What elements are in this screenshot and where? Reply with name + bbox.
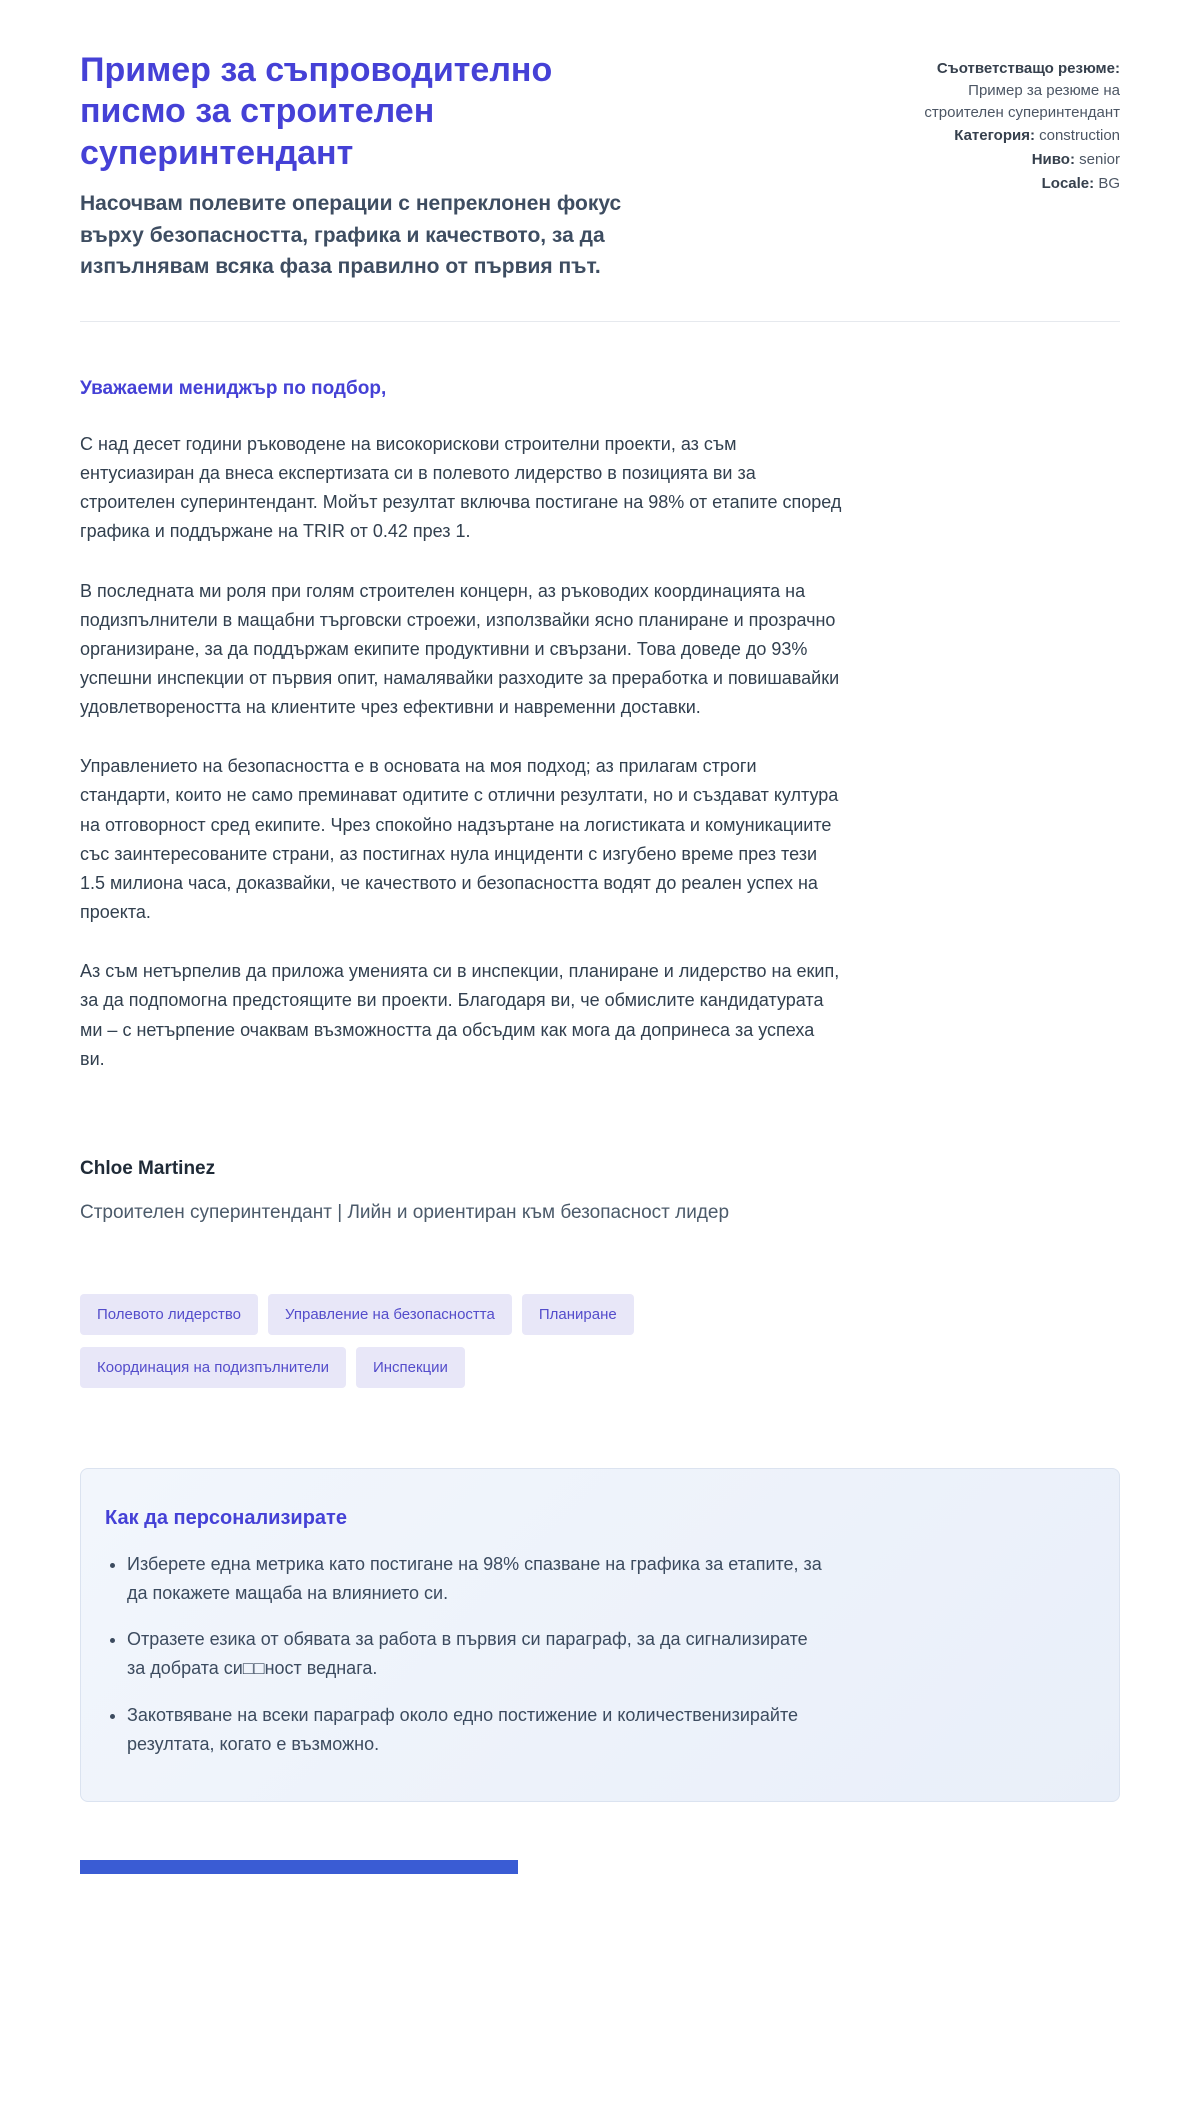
header — [80, 50, 1120, 283]
letter-paragraph-3: Управлението на безопасността е в основата на моя подход; аз прилагам строги стандарти, които не само преминават одитите с отлични резултати, но и създават култура на отговорност сред екипите. Чрез спокойно надзъртане на логистиката и комуникациите със заинтересованите страни, аз постигнах нула инциденти с изгубено време през тези 1.5 милиона часа, доказвайки, че качеството и безопасността водят до реален успех на проекта. — [80, 756, 839, 923]
page-title: Пример за съпроводително писмо за строителен суперинтендант — [80, 51, 553, 172]
letter-greeting: Уважаеми мениджър по подбор, — [80, 377, 387, 399]
meta-category — [885, 125, 1120, 147]
personalize-box — [80, 1468, 1120, 1802]
personalize-bullet-2: • Отразете езика от обявата за работа в първия си параграф, за да сигнализирате за добрата си□□ност веднага. — [127, 1625, 827, 1683]
letter-paragraph-4: Аз съм нетърпелив да приложа уменията си в инспекции, планиране и лидерство на екип, за да подпомогна предстоящите ви проекти. Благодаря ви, че обмислите кандидатурата ми – с нетърпение очаквам възможността да обсъдим как мога да допринеса за успеха ви. — [80, 961, 840, 1069]
meta-locale-value: BG — [1098, 174, 1120, 192]
footer-bar — [80, 1860, 518, 1874]
skill-tags — [80, 1294, 860, 1400]
meta-matching-resume-label: Съответстващо резюме: — [936, 60, 1120, 77]
tag-planning: Планиране — [522, 1294, 634, 1335]
personalize-bullet-3: • Закотвяване на всеки параграф около едно постижение и количественизирайте резултата, когато е възможно. — [127, 1701, 827, 1759]
meta-matching-resume-value: Пример за резюме на строителен суперинтендант — [924, 81, 1120, 121]
tag-safety-management: Управление на безопасността — [268, 1294, 512, 1335]
meta-locale-label: Locale: — [1041, 174, 1095, 192]
meta-level — [885, 149, 1120, 171]
cover-letter-page — [80, 0, 1120, 2102]
letter-paragraph-2: В последната ми роля при голям строителен концерн, аз ръководих координацията на подизпълнители в мащабни търговски строежи, използвайки ясно планиране и прозрачно организиране, за да поддържам екипите продуктивни и свързани. Това доведе до 93% успешни инспекции от първия опит, намалявайки разходите за преработка и повишавайки удовлетвореността на клиентите чрез ефективни и навременни доставки. — [80, 580, 840, 718]
tag-inspections: Инспекции — [356, 1347, 465, 1388]
meta-matching-resume — [885, 58, 1120, 123]
meta-level-value: senior — [1079, 151, 1120, 168]
personalize-bullet-1: • Изберете една метрика като постигане на 98% спазване на графика за етапите, за да покажете мащаба на влиянието си. — [127, 1550, 827, 1608]
header-divider — [80, 321, 1120, 322]
signature-name: Chloe Martinez — [80, 1157, 216, 1179]
meta-locale — [885, 173, 1120, 195]
tag-field-leadership: Полевото лидерство — [80, 1294, 258, 1335]
page-subtitle: Насочвам полевите операции с непреклонен фокус върху безопасността, графика и качеството, за да изпълнявам всяка фаза правилно от първия път. — [80, 192, 622, 279]
title-block — [80, 50, 640, 283]
personalize-heading: Как да персонализирате — [105, 1506, 347, 1529]
header-meta — [885, 50, 1120, 197]
meta-category-label: Категория: — [954, 127, 1035, 145]
tag-subcontractor-coordination: Координация на подизпълнители — [80, 1347, 346, 1388]
meta-level-label: Ниво: — [1031, 151, 1075, 168]
personalize-list — [105, 1550, 1089, 1759]
signature-role: Строителен суперинтендант | Лийн и ориентиран към безопасност лидер — [80, 1201, 730, 1223]
letter-paragraph-1: С над десет години ръководене на високорискови строителни проекти, аз съм ентусиазиран да внеса експертизата си в полевото лидерство в позицията ви за строителен суперинтендант. Мойът резултат включва постигане на 98% от етапите според графика и поддържане на TRIR от 0.42 през 1. — [80, 433, 842, 542]
meta-category-value: construction — [1039, 127, 1120, 145]
